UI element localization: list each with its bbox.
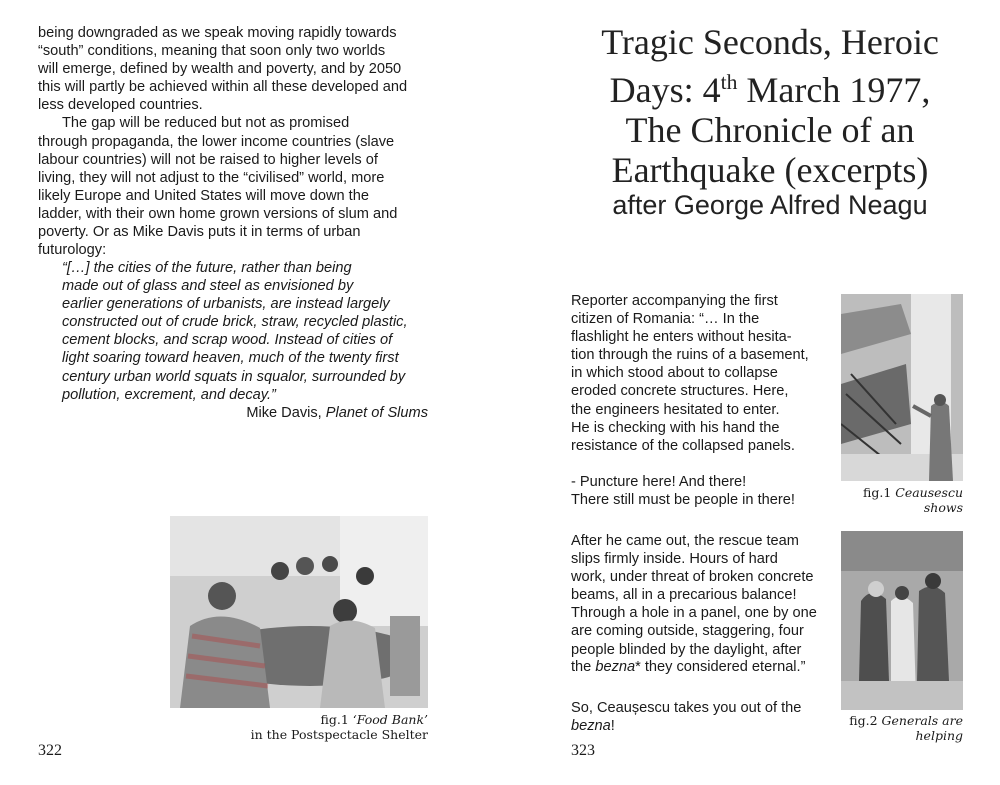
text-line: through propaganda, the lower income countries (slave: [38, 133, 395, 150]
food-bank-photo: [170, 516, 428, 708]
paragraph-1: [571, 292, 809, 455]
text-line: the engineers hesitated to enter.: [571, 401, 780, 418]
text-line: flashlight he enters without hesita-: [571, 329, 792, 346]
caption-title: ‘Food Bank’: [352, 712, 428, 727]
title-line: [540, 62, 1000, 110]
text-line: Through a hole in a panel, one by one: [571, 605, 817, 622]
italic-term: bezna: [571, 718, 611, 735]
text-line: made out of glass and steel as envisioned by: [62, 278, 354, 295]
text-line: There still must be people in there!: [571, 492, 795, 509]
text-line: this will partly be achieved within all these developed and: [38, 79, 408, 96]
text-line: tion through the ruins of a basement,: [571, 347, 809, 364]
text-line: - Puncture here! And there!: [571, 474, 747, 490]
text-line: being downgraded as we speak moving rapidly towards: [38, 25, 397, 41]
text-line: less developed countries.: [38, 97, 203, 114]
caption-title: Ceausescu: [895, 485, 963, 500]
figure-caption: [170, 712, 428, 742]
text-line: light soaring toward heaven, much of the twenty first: [62, 350, 399, 367]
caption-line: in the Postspectacle Shelter: [250, 727, 428, 742]
text-line: earlier generations of urbanists, are instead largely: [62, 296, 390, 313]
text-line: will emerge, defined by wealth and poverty, and by 2050: [38, 61, 402, 78]
text-line: After he came out, the rescue team: [571, 533, 799, 549]
title-text: Days: 4: [609, 70, 721, 110]
text-line: So, Ceaușescu takes you out of the: [571, 700, 802, 716]
chapter-title: [540, 22, 1000, 190]
title-line: Tragic Seconds, Heroic: [601, 22, 939, 62]
text-line: Reporter accompanying the first: [571, 293, 778, 309]
caption-label: fig.1: [863, 485, 896, 500]
text-line: people blinded by the daylight, after: [571, 641, 802, 658]
title-superscript: th: [720, 70, 738, 94]
text-line: cement blocks, and scrap wood. Instead of cities of: [62, 332, 393, 349]
quote-attribution: [38, 404, 428, 422]
generals-photo: [841, 531, 963, 710]
text-line: are coming outside, staggering, four: [571, 623, 804, 640]
right-page: [500, 0, 1000, 785]
text-line: futurology:: [38, 242, 107, 259]
text-line: work, under threat of broken concrete: [571, 569, 814, 586]
title-line: The Chronicle of an: [625, 110, 915, 150]
caption-label: fig.2: [849, 713, 882, 728]
text-line: “south” conditions, meaning that soon only two worlds: [38, 43, 386, 60]
caption-label: fig.1: [320, 712, 353, 727]
caption-title: helping: [915, 728, 963, 743]
text-line: beams, all in a precarious balance!: [571, 587, 797, 604]
text: * they considered eternal.”: [635, 659, 806, 675]
attribution-author: Mike Davis,: [246, 405, 326, 421]
text-line: “[…] the cities of the future, rather than being: [62, 260, 352, 276]
text-line: living, they will not adjust to the “civilised” world, more: [38, 169, 385, 186]
text: the: [571, 659, 596, 675]
text-line: He is checking with his hand the: [571, 419, 780, 436]
body-text: [38, 24, 407, 259]
page-number: 322: [38, 742, 62, 759]
ceausescu-ruins-photo: [841, 294, 963, 481]
text-line: The gap will be reduced but not as promised: [62, 115, 350, 132]
paragraph-3: [571, 532, 817, 659]
text-line: resistance of the collapsed panels.: [571, 437, 795, 454]
block-quote: [38, 259, 428, 404]
text-line: slips firmly inside. Hours of hard: [571, 551, 778, 568]
text-line: labour countries) will not be raised to higher levels of: [38, 151, 378, 168]
page-number: 323: [571, 742, 595, 759]
caption-title: Generals are: [881, 713, 963, 728]
text-line: citizen of Romania: “… In the: [571, 311, 760, 328]
text-line: century urban world squats in squalor, surrounded by: [62, 368, 406, 385]
text-line: pollution, excrement, and decay.”: [62, 386, 276, 403]
figure-1-caption: [841, 485, 963, 515]
text-line: constructed out of crude brick, straw, recycled plastic,: [62, 314, 408, 331]
caption-title: shows: [923, 500, 963, 515]
text-line: likely Europe and United States will move down the: [38, 187, 369, 204]
text: !: [610, 718, 615, 735]
text-line: ladder, with their own home grown versions of slum and: [38, 205, 398, 222]
chapter-subtitle: after George Alfred Neagu: [612, 190, 928, 220]
text-line: poverty. Or as Mike Davis puts it in terms of urban: [38, 224, 361, 241]
paragraph-4: [571, 699, 801, 735]
title-text: March 1977,: [737, 70, 931, 110]
text-line: eroded concrete structures. Here,: [571, 383, 789, 400]
paragraph-3-last-line: [571, 658, 805, 676]
paragraph-2: [571, 473, 795, 509]
text-line: in which stood about to collapse: [571, 365, 778, 382]
title-line: Earthquake (excerpts): [611, 150, 929, 190]
attribution-title: Planet of Slums: [325, 405, 428, 421]
italic-term: bezna: [595, 659, 636, 675]
figure-2-caption: [841, 713, 963, 743]
